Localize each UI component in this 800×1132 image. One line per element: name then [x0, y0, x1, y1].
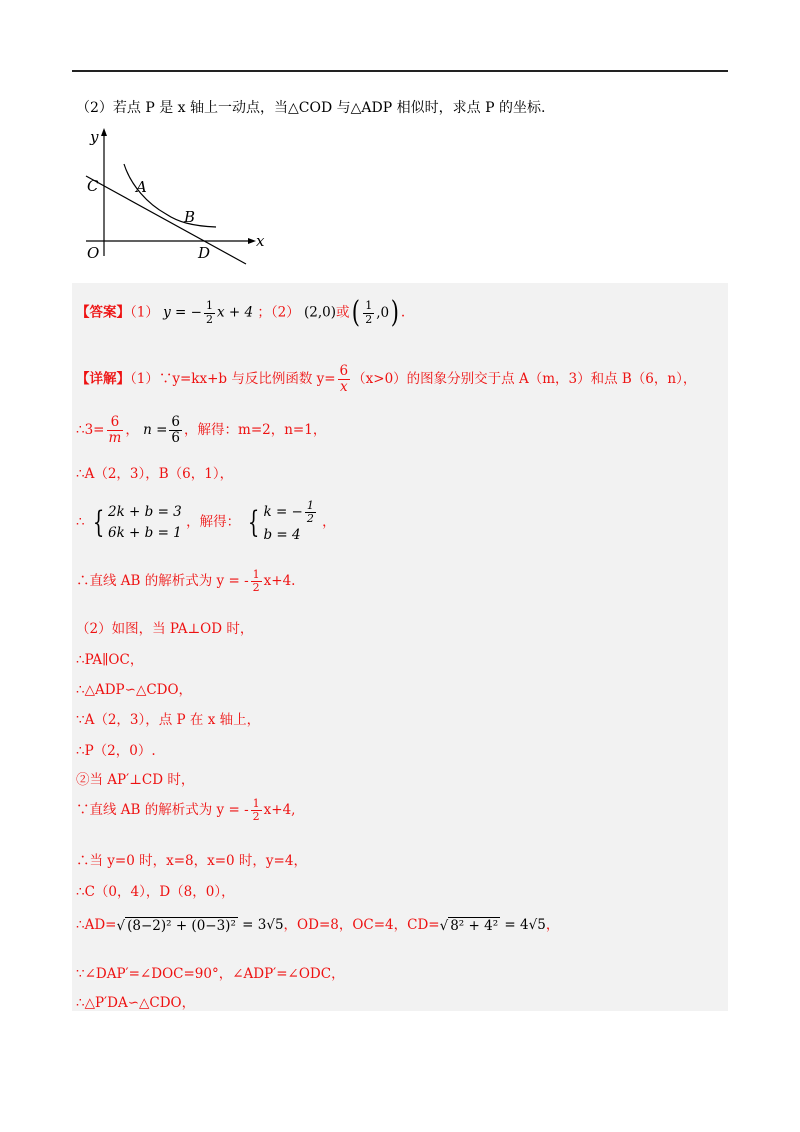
label-d: D — [198, 244, 211, 262]
detail-line-17: ∴△P′DA∽△CDO， — [76, 995, 196, 1011]
label-x: x — [256, 232, 265, 250]
label-y: y — [90, 128, 99, 146]
detail-line-12: ∵直线 AB 的解析式为 y = - $\frac{1}{2}$ x+4, — [76, 797, 296, 824]
label-a: A — [136, 178, 147, 196]
detail-line-5: ∴直线 AB 的解析式为 y = - $\frac{1}{2}$ x+4. — [76, 568, 296, 595]
coordinate-figure — [76, 126, 276, 266]
detail-line-9: ∵A（2，3），点 P 在 x 轴上， — [76, 712, 261, 728]
detail-line-1: 【详解】（1）∵y=kx+b 与反比例函数 y= $\frac{6}{x}$ （x>0）的图象分别交于点 A（m，3）和点 B（6，n）， — [76, 363, 697, 395]
detail-line-6: （2）如图，当 PA⊥OD 时， — [76, 621, 254, 637]
line-cd — [86, 176, 246, 264]
detail-line-7: ∴PA∥OC， — [76, 652, 144, 668]
answer-line: 【答案】（1） y = − $\frac{1}{2}$ x + 4 ；（2） (2,0)或( $\frac{1}{2}$ ,0) . — [76, 295, 406, 330]
detail-line-8: ∴△ADP∽△CDO， — [76, 682, 193, 698]
label-o: O — [87, 244, 100, 262]
question-text: （2）若点 P 是 x 轴上一动点，当△COD 与△ADP 相似时，求点 P 的坐标. — [76, 100, 546, 116]
detail-line-10: ∴P（2，0）. — [76, 743, 156, 759]
y-axis-arrow — [101, 128, 107, 136]
detail-line-13: ∴当 y=0 时，x=8，x=0 时，y=4， — [76, 853, 307, 869]
detail-line-4: ∴ { 2k + b = 3 6k + b = 1 ，解得： { k = − $\frac{1}{2}$ b = 4 ， — [76, 499, 336, 544]
detail-line-3: ∴A（2，3），B（6，1）， — [76, 466, 234, 482]
detail-line-14: ∴C（0，4），D（8，0）， — [76, 884, 235, 900]
x-axis-arrow — [248, 238, 256, 244]
label-b: B — [184, 208, 196, 226]
detail-line-11: ②当 AP′⊥CD 时， — [76, 772, 195, 788]
detail-line-15: ∴AD=√ (8−2)² + (0−3)² = 3√5，OD=8，OC=4，CD=√ 8² + 4² = 4√5， — [76, 917, 560, 934]
detail-line-2: ∴3= $\frac{6}{m}$ ， n = $\frac{6}{6}$ ，解得：m=2，n=1， — [76, 414, 327, 446]
top-rule — [72, 70, 728, 72]
detail-line-16: ∵∠DAP′=∠DOC=90°，∠ADP′=∠ODC， — [76, 966, 345, 982]
label-c: C — [87, 177, 99, 195]
